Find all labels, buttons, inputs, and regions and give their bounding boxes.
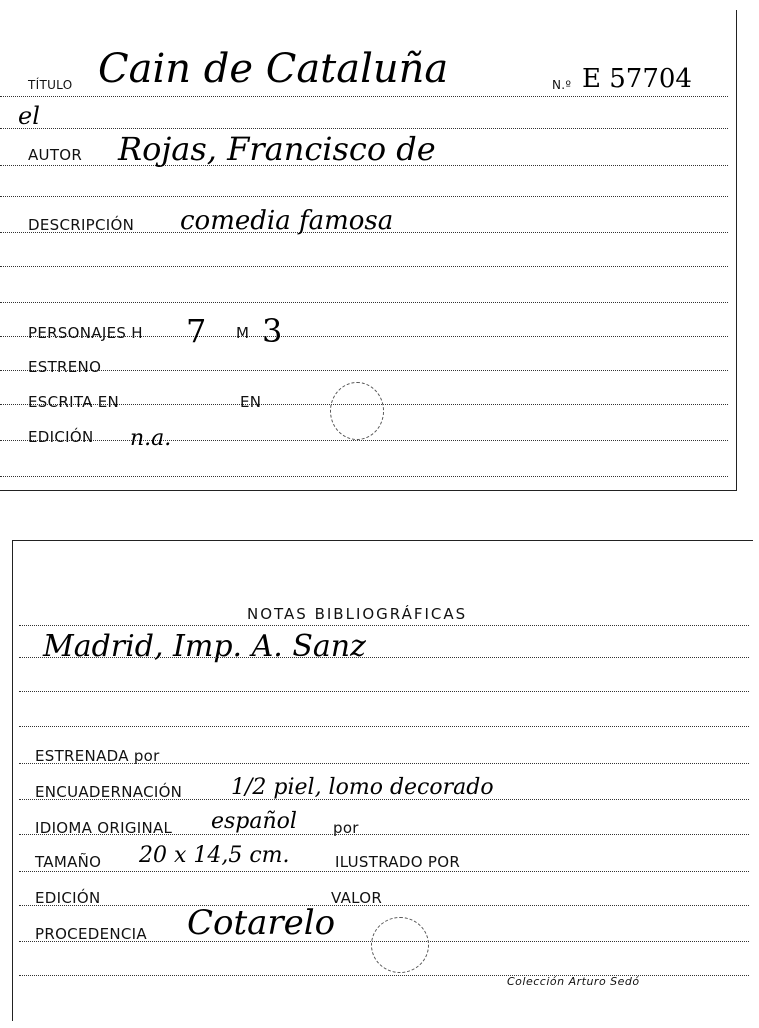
ruled-line bbox=[0, 196, 728, 197]
titulo-value: Cain de Cataluña bbox=[98, 46, 449, 92]
notes-heading: NOTAS BIBLIOGRÁFICAS bbox=[247, 605, 468, 623]
estrenada-label: ESTRENADA por bbox=[35, 747, 160, 765]
personajes-label: PERSONAJES H bbox=[28, 324, 143, 342]
ruled-line bbox=[19, 726, 749, 727]
idioma-label: IDIOMA ORIGINAL bbox=[35, 819, 173, 837]
personajes-h-value: 7 bbox=[186, 312, 207, 350]
ruled-line bbox=[0, 128, 728, 129]
escrita-label: ESCRITA EN bbox=[28, 393, 120, 411]
ruled-line bbox=[0, 302, 728, 303]
ilustrado-label: ILUSTRADO POR bbox=[335, 853, 461, 871]
stamp-mark bbox=[330, 382, 384, 440]
edicion-label: EDICIÓN bbox=[28, 428, 94, 446]
notes-line1: Madrid, Imp. A. Sanz bbox=[43, 629, 366, 664]
personajes-m-label: M bbox=[236, 324, 250, 342]
numero-value: E 57704 bbox=[582, 64, 692, 94]
por-label: por bbox=[333, 819, 359, 837]
ruled-line bbox=[0, 476, 728, 477]
edicion-label-bottom: EDICIÓN bbox=[35, 889, 101, 907]
idioma-value: español bbox=[211, 809, 297, 834]
ruled-line bbox=[19, 657, 749, 658]
estreno-label: ESTRENO bbox=[28, 358, 102, 376]
article-continuation: el bbox=[18, 102, 40, 130]
en-label: EN bbox=[240, 393, 262, 411]
ruled-line bbox=[0, 96, 728, 97]
ruled-line bbox=[0, 370, 728, 371]
encuadernacion-value: 1/2 piel, lomo decorado bbox=[231, 775, 494, 800]
tamano-value: 20 x 14,5 cm. bbox=[139, 843, 290, 868]
valor-label: VALOR bbox=[331, 889, 383, 907]
autor-value: Rojas, Francisco de bbox=[118, 130, 436, 168]
ruled-line bbox=[19, 625, 749, 626]
catalog-card-bottom bbox=[12, 540, 753, 1021]
tamano-label: TAMAÑO bbox=[35, 853, 102, 871]
stamp-mark bbox=[371, 917, 429, 973]
personajes-m-value: 3 bbox=[262, 312, 283, 350]
ruled-line bbox=[19, 905, 749, 906]
procedencia-label: PROCEDENCIA bbox=[35, 925, 147, 943]
encuadernacion-label: ENCUADERNACIÓN bbox=[35, 783, 183, 801]
ruled-line bbox=[19, 691, 749, 692]
autor-label: AUTOR bbox=[28, 146, 83, 164]
edicion-value: n.a. bbox=[130, 426, 172, 451]
collection-footer: Colección Arturo Sedó bbox=[507, 975, 640, 988]
titulo-label: TÍTULO bbox=[28, 78, 73, 92]
numero-label: N.º bbox=[552, 78, 572, 92]
ruled-line bbox=[0, 266, 728, 267]
procedencia-value: Cotarelo bbox=[187, 903, 336, 943]
ruled-line bbox=[19, 871, 749, 872]
ruled-line bbox=[0, 440, 728, 441]
descripcion-label: DESCRIPCIÓN bbox=[28, 216, 135, 234]
descripcion-value: comedia famosa bbox=[180, 206, 394, 236]
catalog-card-top bbox=[0, 10, 737, 491]
